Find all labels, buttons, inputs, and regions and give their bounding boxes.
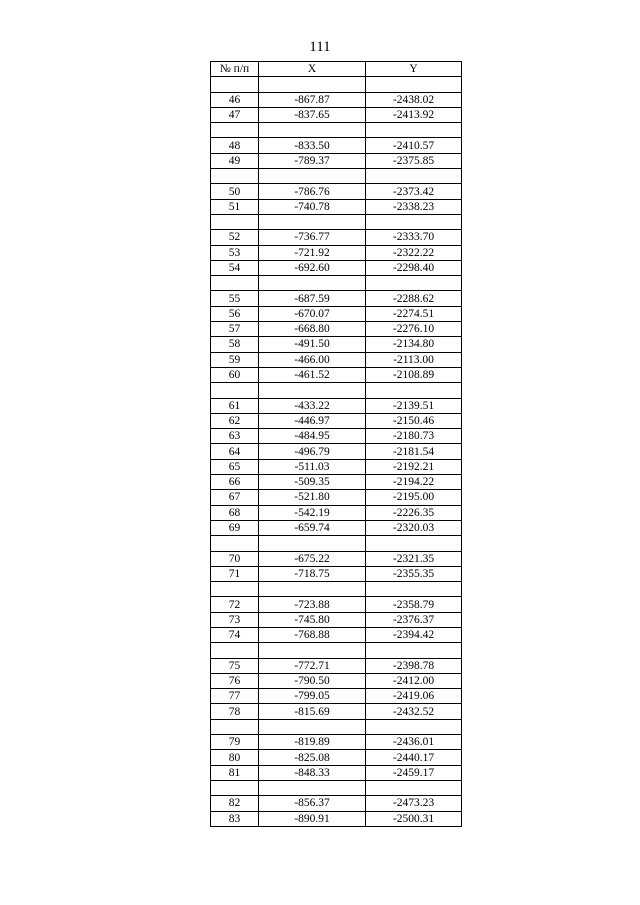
point-number-cell: 74: [211, 627, 259, 642]
y-value-cell: -2473.23: [366, 796, 462, 811]
table-row: [211, 199, 462, 214]
point-number-cell: 67: [211, 490, 259, 505]
x-value-cell: -799.05: [259, 689, 366, 704]
y-value-cell: -2373.42: [366, 184, 462, 199]
point-number-cell: 79: [211, 735, 259, 750]
x-value-cell: -509.35: [259, 475, 366, 490]
empty-cell: [211, 276, 259, 291]
table-row: [211, 352, 462, 367]
empty-cell: [366, 123, 462, 138]
empty-cell: [366, 383, 462, 398]
table-row: [211, 811, 462, 826]
x-value-cell: -484.95: [259, 429, 366, 444]
point-number-cell: 55: [211, 291, 259, 306]
table-body: [211, 77, 462, 827]
empty-cell: [259, 276, 366, 291]
x-value-cell: -833.50: [259, 138, 366, 153]
table-row: [211, 92, 462, 107]
x-value-cell: -819.89: [259, 735, 366, 750]
x-value-cell: -736.77: [259, 230, 366, 245]
x-value-cell: -670.07: [259, 306, 366, 321]
table-separator-row: [211, 643, 462, 658]
y-value-cell: -2192.21: [366, 459, 462, 474]
empty-cell: [366, 780, 462, 795]
empty-cell: [259, 214, 366, 229]
empty-cell: [211, 780, 259, 795]
table-separator-row: [211, 582, 462, 597]
x-value-cell: -768.88: [259, 627, 366, 642]
x-value-cell: -511.03: [259, 459, 366, 474]
y-value-cell: -2274.51: [366, 306, 462, 321]
x-value-cell: -542.19: [259, 505, 366, 520]
y-value-cell: -2358.79: [366, 597, 462, 612]
y-value-cell: -2134.80: [366, 337, 462, 352]
header-x: X: [259, 62, 366, 77]
y-value-cell: -2139.51: [366, 398, 462, 413]
y-value-cell: -2276.10: [366, 322, 462, 337]
point-number-cell: 71: [211, 566, 259, 581]
y-value-cell: -2440.17: [366, 750, 462, 765]
x-value-cell: -718.75: [259, 566, 366, 581]
table-separator-row: [211, 383, 462, 398]
x-value-cell: -433.22: [259, 398, 366, 413]
x-value-cell: -491.50: [259, 337, 366, 352]
point-number-cell: 52: [211, 230, 259, 245]
y-value-cell: -2322.22: [366, 245, 462, 260]
y-value-cell: -2436.01: [366, 735, 462, 750]
table-header-row: [211, 62, 462, 77]
table-row: [211, 765, 462, 780]
table-row: [211, 291, 462, 306]
x-value-cell: -789.37: [259, 153, 366, 168]
empty-cell: [211, 536, 259, 551]
x-value-cell: -496.79: [259, 444, 366, 459]
point-number-cell: 64: [211, 444, 259, 459]
point-number-cell: 60: [211, 367, 259, 382]
table-row: [211, 444, 462, 459]
x-value-cell: -837.65: [259, 107, 366, 122]
table-separator-row: [211, 77, 462, 92]
x-value-cell: -721.92: [259, 245, 366, 260]
point-number-cell: 76: [211, 673, 259, 688]
table-row: [211, 306, 462, 321]
point-number-cell: 54: [211, 260, 259, 275]
empty-cell: [259, 536, 366, 551]
table-row: [211, 597, 462, 612]
empty-cell: [259, 169, 366, 184]
table-row: [211, 750, 462, 765]
empty-cell: [211, 123, 259, 138]
table-separator-row: [211, 169, 462, 184]
y-value-cell: -2432.52: [366, 704, 462, 719]
x-value-cell: -675.22: [259, 551, 366, 566]
empty-cell: [211, 582, 259, 597]
table-row: [211, 704, 462, 719]
point-number-cell: 65: [211, 459, 259, 474]
x-value-cell: -466.00: [259, 352, 366, 367]
x-value-cell: -521.80: [259, 490, 366, 505]
table-separator-row: [211, 276, 462, 291]
empty-cell: [259, 77, 366, 92]
y-value-cell: -2500.31: [366, 811, 462, 826]
x-value-cell: -790.50: [259, 673, 366, 688]
table-row: [211, 673, 462, 688]
header-y: Y: [366, 62, 462, 77]
point-number-cell: 53: [211, 245, 259, 260]
x-value-cell: -890.91: [259, 811, 366, 826]
point-number-cell: 69: [211, 520, 259, 535]
table-row: [211, 245, 462, 260]
x-value-cell: -692.60: [259, 260, 366, 275]
x-value-cell: -668.80: [259, 322, 366, 337]
point-number-cell: 81: [211, 765, 259, 780]
table-separator-row: [211, 780, 462, 795]
table-row: [211, 107, 462, 122]
x-value-cell: -446.97: [259, 413, 366, 428]
point-number-cell: 59: [211, 352, 259, 367]
header-number: № п/п: [211, 62, 259, 77]
y-value-cell: -2412.00: [366, 673, 462, 688]
point-number-cell: 75: [211, 658, 259, 673]
y-value-cell: -2108.89: [366, 367, 462, 382]
y-value-cell: -2398.78: [366, 658, 462, 673]
point-number-cell: 58: [211, 337, 259, 352]
y-value-cell: -2321.35: [366, 551, 462, 566]
point-number-cell: 83: [211, 811, 259, 826]
table-row: [211, 413, 462, 428]
empty-cell: [259, 383, 366, 398]
y-value-cell: -2355.35: [366, 566, 462, 581]
y-value-cell: -2226.35: [366, 505, 462, 520]
empty-cell: [366, 214, 462, 229]
table-separator-row: [211, 123, 462, 138]
empty-cell: [211, 643, 259, 658]
x-value-cell: -772.71: [259, 658, 366, 673]
y-value-cell: -2320.03: [366, 520, 462, 535]
table-row: [211, 138, 462, 153]
y-value-cell: -2413.92: [366, 107, 462, 122]
x-value-cell: -867.87: [259, 92, 366, 107]
x-value-cell: -659.74: [259, 520, 366, 535]
empty-cell: [366, 719, 462, 734]
table-row: [211, 566, 462, 581]
y-value-cell: -2338.23: [366, 199, 462, 214]
table-row: [211, 520, 462, 535]
y-value-cell: -2459.17: [366, 765, 462, 780]
point-number-cell: 48: [211, 138, 259, 153]
table-row: [211, 689, 462, 704]
table-row: [211, 627, 462, 642]
empty-cell: [366, 643, 462, 658]
point-number-cell: 63: [211, 429, 259, 444]
table-row: [211, 337, 462, 352]
table-row: [211, 612, 462, 627]
table-row: [211, 551, 462, 566]
table-row: [211, 184, 462, 199]
coordinates-table: [210, 61, 462, 827]
table-row: [211, 796, 462, 811]
table-row: [211, 490, 462, 505]
table-row: [211, 459, 462, 474]
empty-cell: [211, 77, 259, 92]
y-value-cell: -2181.54: [366, 444, 462, 459]
empty-cell: [259, 643, 366, 658]
point-number-cell: 51: [211, 199, 259, 214]
point-number-cell: 56: [211, 306, 259, 321]
empty-cell: [211, 214, 259, 229]
x-value-cell: -745.80: [259, 612, 366, 627]
page-number: 111: [309, 39, 331, 55]
table-row: [211, 230, 462, 245]
point-number-cell: 46: [211, 92, 259, 107]
point-number-cell: 73: [211, 612, 259, 627]
table-row: [211, 260, 462, 275]
empty-cell: [366, 276, 462, 291]
y-value-cell: -2333.70: [366, 230, 462, 245]
y-value-cell: -2419.06: [366, 689, 462, 704]
table-row: [211, 367, 462, 382]
point-number-cell: 68: [211, 505, 259, 520]
empty-cell: [366, 169, 462, 184]
point-number-cell: 77: [211, 689, 259, 704]
table-separator-row: [211, 719, 462, 734]
x-value-cell: -723.88: [259, 597, 366, 612]
table-separator-row: [211, 536, 462, 551]
table-row: [211, 153, 462, 168]
table-separator-row: [211, 214, 462, 229]
point-number-cell: 50: [211, 184, 259, 199]
empty-cell: [211, 169, 259, 184]
y-value-cell: -2375.85: [366, 153, 462, 168]
empty-cell: [366, 582, 462, 597]
y-value-cell: -2288.62: [366, 291, 462, 306]
table-row: [211, 429, 462, 444]
point-number-cell: 47: [211, 107, 259, 122]
point-number-cell: 61: [211, 398, 259, 413]
x-value-cell: -856.37: [259, 796, 366, 811]
y-value-cell: -2180.73: [366, 429, 462, 444]
point-number-cell: 57: [211, 322, 259, 337]
y-value-cell: -2113.00: [366, 352, 462, 367]
point-number-cell: 72: [211, 597, 259, 612]
x-value-cell: -461.52: [259, 367, 366, 382]
x-value-cell: -786.76: [259, 184, 366, 199]
y-value-cell: -2376.37: [366, 612, 462, 627]
empty-cell: [259, 719, 366, 734]
empty-cell: [211, 719, 259, 734]
empty-cell: [259, 582, 366, 597]
table-row: [211, 505, 462, 520]
x-value-cell: -740.78: [259, 199, 366, 214]
empty-cell: [259, 123, 366, 138]
table-row: [211, 475, 462, 490]
point-number-cell: 62: [211, 413, 259, 428]
empty-cell: [259, 780, 366, 795]
empty-cell: [366, 77, 462, 92]
point-number-cell: 78: [211, 704, 259, 719]
point-number-cell: 80: [211, 750, 259, 765]
point-number-cell: 49: [211, 153, 259, 168]
table-row: [211, 735, 462, 750]
empty-cell: [366, 536, 462, 551]
empty-cell: [211, 383, 259, 398]
point-number-cell: 82: [211, 796, 259, 811]
x-value-cell: -825.08: [259, 750, 366, 765]
table-row: [211, 658, 462, 673]
x-value-cell: -815.69: [259, 704, 366, 719]
y-value-cell: -2150.46: [366, 413, 462, 428]
y-value-cell: -2394.42: [366, 627, 462, 642]
point-number-cell: 66: [211, 475, 259, 490]
y-value-cell: -2194.22: [366, 475, 462, 490]
y-value-cell: -2195.00: [366, 490, 462, 505]
table-row: [211, 398, 462, 413]
point-number-cell: 70: [211, 551, 259, 566]
x-value-cell: -848.33: [259, 765, 366, 780]
y-value-cell: -2410.57: [366, 138, 462, 153]
table-row: [211, 322, 462, 337]
y-value-cell: -2298.40: [366, 260, 462, 275]
x-value-cell: -687.59: [259, 291, 366, 306]
y-value-cell: -2438.02: [366, 92, 462, 107]
